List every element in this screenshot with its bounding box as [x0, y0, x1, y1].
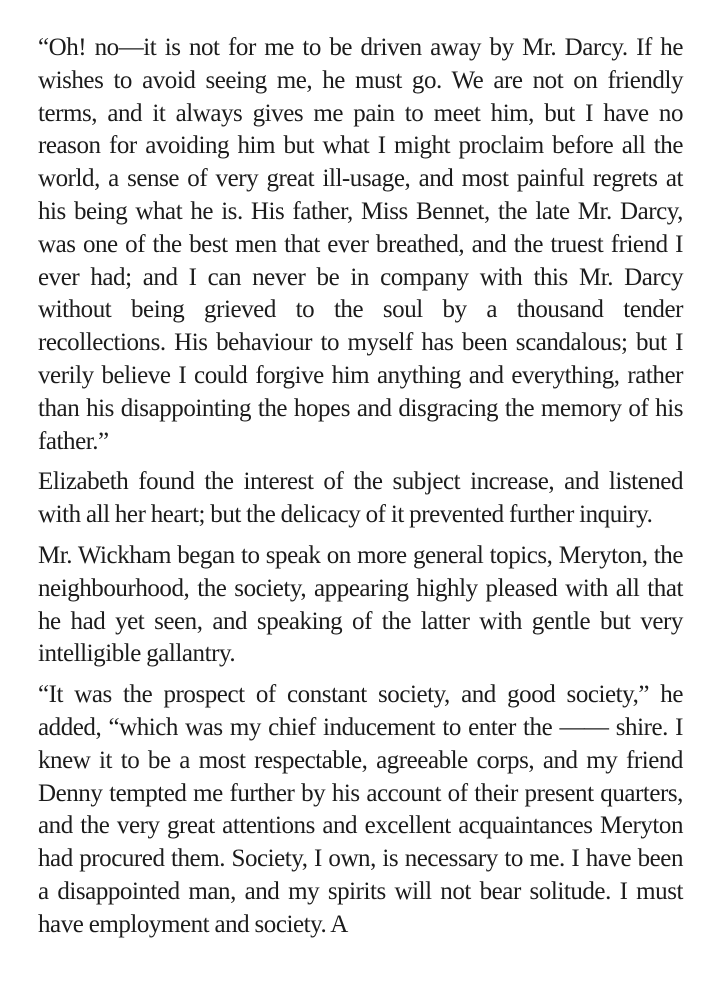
paragraph-general-topics: Mr. Wickham began to speak on more general topics, Meryton, the neighbourhood, the society, appearing highly pleased with all that he had yet seen, and speaking of the latter with gentle but very intelligible gallantry. — [38, 541, 683, 668]
book-page-text — [38, 32, 683, 950]
paragraph-society: “It was the prospect of constant society, and good society,” he added, “which was my chief inducement to enter the —— shire. I knew it to be a most respectable, agreeable corps, and my friend Denny tempted me further by his account of their present quarters, and the very great attentions and excellent acquaintances Meryton had procured them. Society, I own, is necessary to me. I have been a disappointed man, and my spirits will not bear solitude. I must have employment and society. A — [38, 681, 683, 938]
paragraph-elizabeth-listens: Elizabeth found the interest of the subject increase, and listened with all her heart; but the delicacy of it prevented further inquiry. — [38, 468, 683, 529]
paragraph-wickham-speech: “Oh! no—it is not for me to be driven away by Mr. Darcy. If he wishes to avoid seeing me, he must go. We are not on friendly terms, and it always gives me pain to meet him, but I have no reason for avoiding him but what I might proclaim before all the world, a sense of very great ill-usage, and most painful regrets at his being what he is. His father, Miss Bennet, the late Mr. Darcy, was one of the best men that ever breathed, and the truest friend I ever had; and I can never be in company with this Mr. Darcy without being grieved to the soul by a thousand tender recollections. His behaviour to myself has been scandalous; but I verily believe I could forgive him anything and everything, rather than his disappointing the hopes and disgracing the memory of his father.” — [38, 34, 683, 455]
